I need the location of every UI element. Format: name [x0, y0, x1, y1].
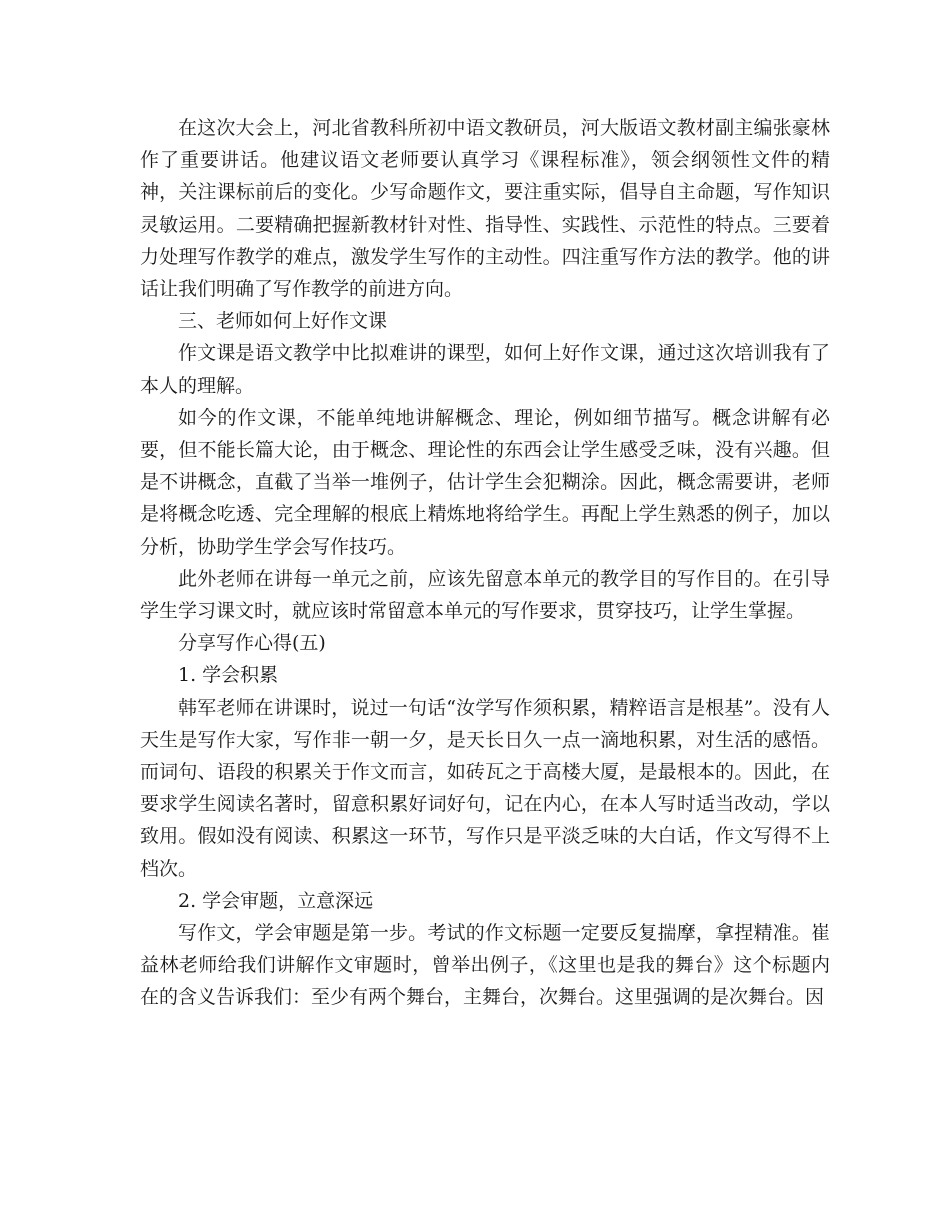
paragraph-composition-class: 作文课是语文教学中比拟难讲的课型，如何上好作文课，通过这次培训我有了本人的理解。	[140, 342, 830, 397]
document-body	[140, 112, 830, 1014]
section-heading-share-writing: 分享写作心得(五)	[178, 632, 326, 655]
paragraph-topic-review: 写作文，学会审题是第一步。考试的作文标题一定要反复揣摩，拿捏精准。崔益林老师给我们讲解作文审题时，曾举出例子，《这里也是我的舞台》这个标题内在的含义告诉我们：至少有两个舞台，主舞台，次舞台。这里强调的是次舞台。因	[140, 922, 830, 1009]
subheading-accumulate: 1. 学会积累	[178, 664, 279, 687]
subheading-topic-review: 2. 学会审题，立意深远	[178, 889, 374, 912]
section-heading-how-to-teach: 三、老师如何上好作文课	[178, 310, 388, 333]
paragraph-accumulation: 韩军老师在讲课时，说过一句话“汝学写作须积累，精粹语言是根基”。没有人天生是写作大家，写作非一朝一夕，是天长日久一点一滴地积累，对生活的感悟。而词句、语段的积累关于作文而言，如砖瓦之于高楼大厦，是最根本的。因此，在要求学生阅读名著时，留意积累好词好句，记在内心，在本人写时适当改动，学以致用。假如没有阅读、积累这一环节，写作只是平淡乏味的大白话，作文写得不上档次。	[140, 696, 830, 880]
paragraph-unit-goals: 此外老师在讲每一单元之前，应该先留意本单元的教学目的写作目的。在引导学生学习课文时，就应该时常留意本单元的写作要求，贯穿技巧，让学生掌握。	[140, 567, 830, 623]
paragraph-concepts-and-examples: 如今的作文课，不能单纯地讲解概念、理论，例如细节描写。概念讲解有必要，但不能长篇大论，由于概念、理论性的东西会让学生感受乏味，没有兴趣。但是不讲概念，直截了当举一堆例子，估计学生会犯糊涂。因此，概念需要讲，老师是将概念吃透、完全理解的根底上精炼地将给学生。再配上学生熟悉的例子，加以分析，协助学生学会写作技巧。	[140, 406, 830, 558]
paragraph-speech-summary: 在这次大会上，河北省教科所初中语文教研员，河大版语文教材副主编张豪林作了重要讲话。他建议语文老师要认真学习《课程标准》，领会纲领性文件的精神，关注课标前后的变化。少写命题作文，要注重实际，倡导自主命题，写作知识灵敏运用。二要精确把握新教材针对性、指导性、实践性、示范性的特点。三要着力处理写作教学的难点，激发学生写作的主动性。四注重写作方法的教学。他的讲话让我们明确了写作教学的前进方向。	[140, 117, 830, 301]
